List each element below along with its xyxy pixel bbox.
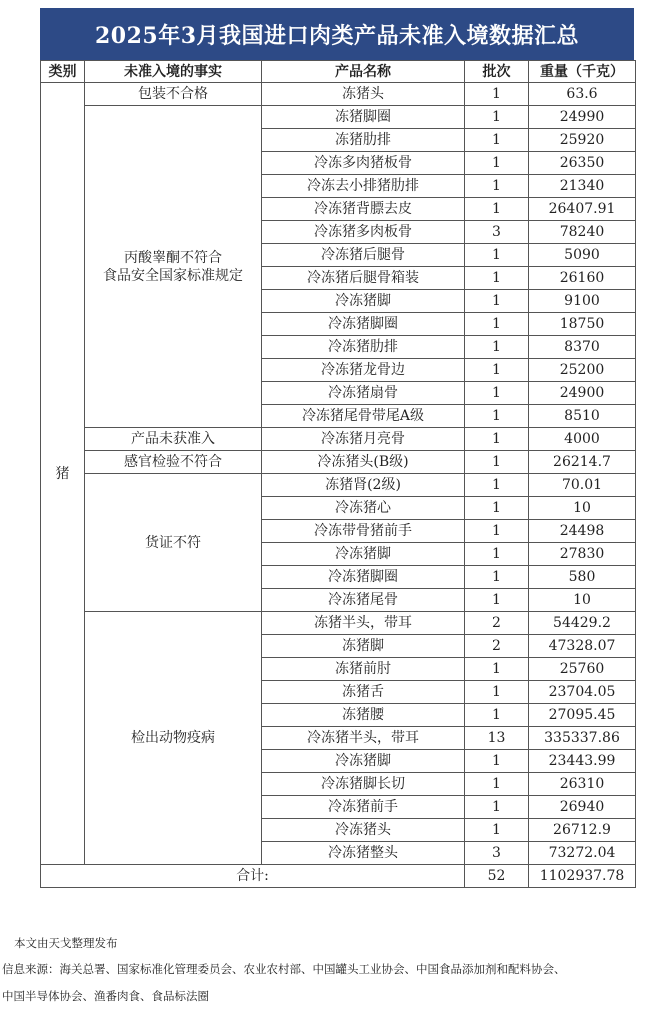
header-reason: 未准入境的事实 [85,61,262,83]
product-cell: 冷冻多肉猪板骨 [262,152,465,175]
batch-cell: 1 [465,428,529,451]
product-cell: 冷冻猪后腿骨 [262,244,465,267]
product-cell: 冷冻猪半头，带耳 [262,727,465,750]
source-line-1: 信息来源：海关总署、国家标准化管理委员会、农业农村部、中国罐头工业协会、中国食品添加剂和配料协会、 [2,962,566,976]
batch-cell: 1 [465,773,529,796]
batch-cell: 1 [465,497,529,520]
weight-cell: 24990 [529,106,636,129]
weight-cell: 26214.7 [529,451,636,474]
table-row [41,83,636,106]
product-cell: 冷冻猪脚 [262,543,465,566]
batch-cell: 1 [465,152,529,175]
weight-cell: 25920 [529,129,636,152]
batch-cell: 3 [465,842,529,865]
batch-cell: 1 [465,106,529,129]
batch-cell: 1 [465,520,529,543]
product-cell: 冷冻去小排猪肋排 [262,175,465,198]
header-row [41,61,636,83]
weight-cell: 27095.45 [529,704,636,727]
batch-cell: 1 [465,796,529,819]
product-cell: 冷冻猪整头 [262,842,465,865]
product-cell: 冻猪头 [262,83,465,106]
batch-cell: 1 [465,451,529,474]
batch-cell: 1 [465,543,529,566]
reason-cell: 检出动物疫病 [85,612,262,865]
weight-cell: 26712.9 [529,819,636,842]
product-cell: 冷冻猪头 [262,819,465,842]
weight-cell: 24900 [529,382,636,405]
batch-cell: 1 [465,405,529,428]
weight-cell: 5090 [529,244,636,267]
weight-cell: 335337.86 [529,727,636,750]
product-cell: 冷冻猪龙骨边 [262,359,465,382]
total-weight: 1102937.78 [529,865,636,888]
batch-cell: 1 [465,359,529,382]
batch-cell: 2 [465,612,529,635]
product-cell: 冷冻猪脚圈 [262,566,465,589]
weight-cell: 8370 [529,336,636,359]
batch-cell: 1 [465,129,529,152]
product-cell: 冷冻猪尾骨 [262,589,465,612]
product-cell: 冷冻猪脚 [262,290,465,313]
product-cell: 冷冻猪扇骨 [262,382,465,405]
weight-cell: 4000 [529,428,636,451]
weight-cell: 26310 [529,773,636,796]
batch-cell: 1 [465,175,529,198]
total-label: 合计: [41,865,465,888]
product-cell: 冷冻猪肋排 [262,336,465,359]
weight-cell: 78240 [529,221,636,244]
weight-cell: 10 [529,589,636,612]
product-cell: 冷冻猪后腿骨箱装 [262,267,465,290]
weight-cell: 73272.04 [529,842,636,865]
product-cell: 冻猪肋排 [262,129,465,152]
header-batch: 批次 [465,61,529,83]
weight-cell: 26160 [529,267,636,290]
batch-cell: 1 [465,819,529,842]
product-cell: 冷冻猪尾骨带尾A级 [262,405,465,428]
weight-cell: 23704.05 [529,681,636,704]
weight-cell: 26350 [529,152,636,175]
header-weight: 重量（千克） [529,61,636,83]
weight-cell: 47328.07 [529,635,636,658]
weight-cell: 54429.2 [529,612,636,635]
weight-cell: 10 [529,497,636,520]
product-cell: 冷冻猪头(B级) [262,451,465,474]
batch-cell: 1 [465,83,529,106]
product-cell: 冻猪前肘 [262,658,465,681]
product-cell: 冻猪半头，带耳 [262,612,465,635]
batch-cell: 1 [465,566,529,589]
category-cell: 猪 [41,83,85,865]
table-row [41,106,636,129]
source-note [0,956,672,1010]
weight-cell: 25760 [529,658,636,681]
batch-cell: 3 [465,221,529,244]
product-cell: 冷冻猪心 [262,497,465,520]
reason-cell [85,106,262,428]
batch-cell: 1 [465,382,529,405]
product-cell: 冷冻猪前手 [262,796,465,819]
batch-cell: 1 [465,267,529,290]
batch-cell: 1 [465,290,529,313]
reason-cell: 货证不符 [85,474,262,612]
batch-cell: 1 [465,198,529,221]
batch-cell: 1 [465,336,529,359]
publish-credit: 本文由天戈整理发布 [14,936,118,950]
batch-cell: 1 [465,244,529,267]
source-line-2: 中国半导体协会、渔番肉食、食品标法圈 [2,989,209,1003]
product-cell: 冷冻猪脚长切 [262,773,465,796]
weight-cell: 27830 [529,543,636,566]
table-row [41,474,636,497]
batch-cell: 1 [465,681,529,704]
total-row [41,865,636,888]
rejected-imports-table [40,60,636,888]
header-product: 产品名称 [262,61,465,83]
weight-cell: 23443.99 [529,750,636,773]
product-cell: 冻猪舌 [262,681,465,704]
weight-cell: 580 [529,566,636,589]
batch-cell: 1 [465,658,529,681]
weight-cell: 25200 [529,359,636,382]
reason-cell: 感官检验不符合 [85,451,262,474]
batch-cell: 1 [465,589,529,612]
total-batch: 52 [465,865,529,888]
table-row [41,451,636,474]
weight-cell: 26940 [529,796,636,819]
weight-cell: 9100 [529,290,636,313]
batch-cell: 13 [465,727,529,750]
weight-cell: 63.6 [529,83,636,106]
reason-cell: 产品未获准入 [85,428,262,451]
header-category: 类别 [41,61,85,83]
batch-cell: 2 [465,635,529,658]
product-cell: 冻猪肾(2级) [262,474,465,497]
batch-cell: 1 [465,750,529,773]
batch-cell: 1 [465,313,529,336]
batch-cell: 1 [465,704,529,727]
weight-cell: 21340 [529,175,636,198]
footer [0,932,672,1010]
weight-cell: 26407.91 [529,198,636,221]
weight-cell: 70.01 [529,474,636,497]
product-cell: 冷冻猪月亮骨 [262,428,465,451]
reason-cell: 包装不合格 [85,83,262,106]
table-row [41,428,636,451]
batch-cell: 1 [465,474,529,497]
weight-cell: 24498 [529,520,636,543]
product-cell: 冷冻带骨猪前手 [262,520,465,543]
product-cell: 冷冻猪多肉板骨 [262,221,465,244]
product-cell: 冷冻猪脚 [262,750,465,773]
table-row [41,612,636,635]
table-title: 2025年3月我国进口肉类产品未准入境数据汇总 [40,8,634,60]
reason-line: 丙酸睾酮不符合 [124,249,222,266]
reason-line: 食品安全国家标准规定 [103,267,243,284]
weight-cell: 18750 [529,313,636,336]
product-cell: 冷冻猪脚圈 [262,313,465,336]
product-cell: 冷冻猪背膘去皮 [262,198,465,221]
product-cell: 冻猪脚 [262,635,465,658]
product-cell: 冻猪腰 [262,704,465,727]
weight-cell: 8510 [529,405,636,428]
product-cell: 冻猪脚圈 [262,106,465,129]
